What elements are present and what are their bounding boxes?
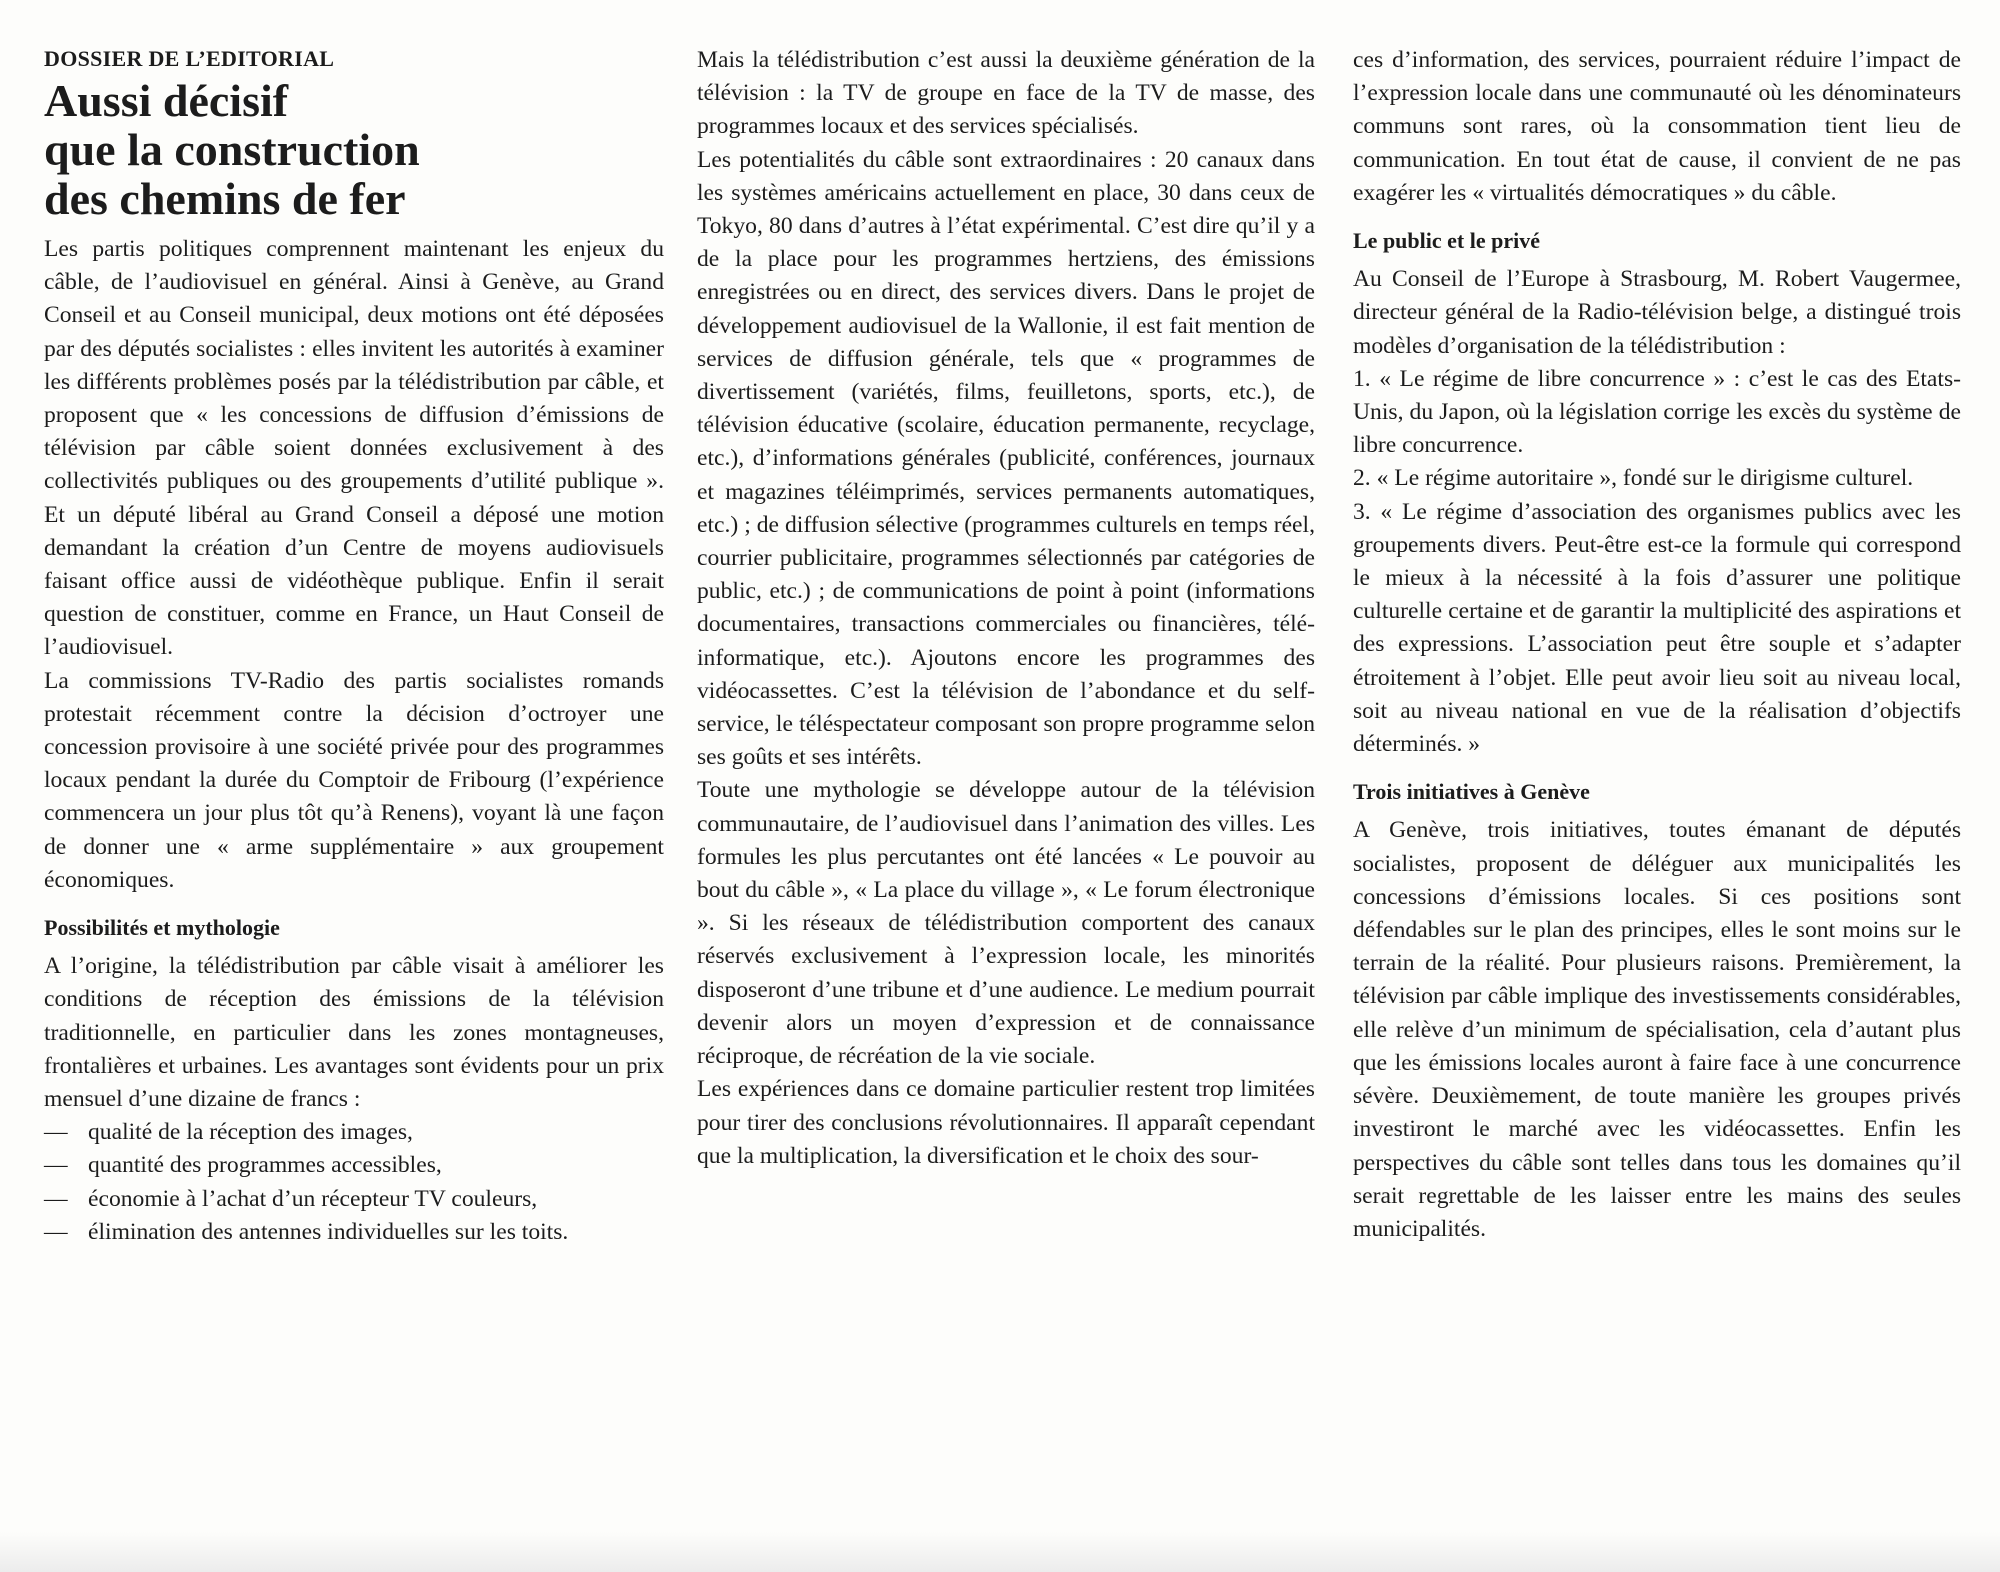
paragraph: 1. « Le régime de libre concurrence » : c’est le cas des Etats-Unis, du Japon, où la législation corrige les excès du système de libre concurrence.: [1353, 365, 1961, 459]
subheading: Le public et le privé: [1353, 228, 1540, 254]
paragraph: Les partis politiques comprennent maintenant les enjeux du câble, de l’audiovisuel en général. Ainsi à Genève, au Grand Conseil et au Conseil municipal, deux motions ont été déposées par des députés socialistes : elles invitent les autorités à examiner les différents problèmes posés par la télédistribution par câble, et proposent que « les concessions de diffusion d’émissions de télévision par câble soient données exclusivement à des collectivités publiques ou des groupements d’utilité publique ». Et un député libéral au Grand Conseil a déposé une motion demandant la création d’un Centre de moyens audiovisuels faisant office aussi de vidéothèque publique. Enfin il serait question de constituer, comme en France, un Haut Conseil de l’audiovisuel.: [44, 236, 664, 661]
subheading: Trois initiatives à Genève: [1353, 779, 1590, 805]
subheading: Possibilités et mythologie: [44, 915, 280, 941]
paragraph: Les potentialités du câble sont extraordinaires : 20 canaux dans les systèmes américains actuellement en place, 30 dans ceux de Tokyo, 80 dans d’autres à l’état expérimental. C’est dire qu’il y a de la place pour les programmes hertziens, des émissions enregistrées ou en direct, des services divers. Dans le projet de développement audiovisuel de la Wallonie, il est fait mention de services de diffusion générale, tels que « programmes de divertissement (variétés, films, feuilletons, sports, etc.), de télévision éducative (scolaire, éducation permanente, recyclage, etc.), d’informations générales (publicité, conférences, journaux et magazines téléimprimés, services permanents automatiques, etc.) ; de diffusion sélective (programmes culturels en temps réel, courrier publicitaire, programmes sélectionnés par catégories de public, etc.) ; de communications de point à point (informations documentaires, transactions commerciales ou financières, télé-informatique, etc.). Ajoutons encore les programmes des vidéocassettes. C’est la télévision de l’abondance et du self-service, le téléspectateur composant son propre programme selon ses goûts et ses intérêts.: [697, 146, 1315, 771]
list-item: — qualité de la réception des images,: [44, 1116, 664, 1149]
paragraph: A l’origine, la télédistribution par câble visait à améliorer les conditions de réception des émissions de la télévision traditionnelle, en particulier dans les zones montagneuses, frontalières et urbaines. Les avantages sont évidents pour un prix mensuel d’une dizaine de francs :: [44, 953, 664, 1113]
paragraph: Mais la télédistribution c’est aussi la deuxième génération de la télévision : la TV de groupe en face de la TV de masse, des programmes locaux et des services spécialisés.: [697, 47, 1315, 140]
headline-line-1: Aussi décisif: [44, 75, 289, 126]
paragraph: 3. « Le régime d’association des organismes publics avec les groupements divers. Peut-être est-ce la formule qui correspond le mieux à la nécessité à la fois d’assurer une politique culturelle certaine et de garantir la multiplicité des aspirations et des expressions. L’association peut être souple et s’adapter étroitement à l’objet. Elle peut avoir lieu soit au niveau local, soit au niveau national en vue de la réalisation d’objectifs déterminés. »: [1353, 498, 1961, 758]
list-item: — économie à l’achat d’un récepteur TV couleurs,: [44, 1183, 664, 1216]
column-3: [1353, 44, 1961, 1246]
headline-line-2: que la construction: [44, 124, 420, 175]
column-1: [44, 44, 664, 1249]
column-2: [697, 44, 1315, 1173]
paragraph: 2. « Le régime autoritaire », fondé sur le dirigisme culturel.: [1353, 465, 1914, 492]
paragraph: Les expériences dans ce domaine particulier restent trop limitées pour tirer des conclusions révolutionnaires. Il apparaît cependant que la multiplication, la diversification et le choix des sour-: [697, 1076, 1315, 1169]
section-kicker: DOSSIER DE L’EDITORIAL: [44, 46, 335, 71]
paragraph: A Genève, trois initiatives, toutes émanant de députés socialistes, proposent de déléguer aux municipalités les concessions d’émissions locales. Si ces positions sont défendables sur le plan des principes, elles le sont moins sur le terrain de la réalité. Pour plusieurs raisons. Premièrement, la télévision par câble implique des investissements considérables, elle relève d’un minimum de spécialisation, cela d’autant plus que les émissions locales auront à faire face à une concurrence sévère. Deuxièmement, de toute manière les groupes privés investiront le marché avec les vidéocassettes. Enfin les perspectives du câble sont telles dans tous les domaines qu’il serait regrettable de les laisser entre les mains des seules municipalités.: [1353, 817, 1961, 1242]
list-item: — quantité des programmes accessibles,: [44, 1149, 664, 1182]
list-item: — élimination des antennes individuelles sur les toits.: [44, 1216, 664, 1249]
paragraph: Toute une mythologie se développe autour de la télévision communautaire, de l’audiovisuel dans l’animation des villes. Les formules les plus percutantes ont été lancées « Le pouvoir au bout du câble », « La place du village », « Le forum électronique ». Si les réseaux de télédistribution comportent des canaux réservés exclusivement à l’expression locale, les minorités disposeront d’une tribune et d’une audience. Le medium pourrait devenir alors un moyen d’expression et de connaissance réciproque, de récréation de la vie sociale.: [697, 777, 1315, 1070]
paragraph: ces d’information, des services, pourraient réduire l’impact de l’expression locale dans une communauté où les dénominateurs communs sont rares, où la consommation tient lieu de communication. En tout état de cause, il convient de ne pas exagérer les « virtualités démocratiques » du câble.: [1353, 47, 1961, 206]
paragraph: Au Conseil de l’Europe à Strasbourg, M. Robert Vaugermee, directeur général de la Radio-télévision belge, a distingué trois modèles d’organisation de la télédistribution :: [1353, 266, 1961, 359]
headline-line-3: des chemins de fer: [44, 173, 406, 224]
page-bottom-shadow: [0, 1532, 2000, 1572]
advantages-list: [44, 1116, 664, 1249]
article-headline: [44, 76, 664, 223]
paragraph: La commissions TV-Radio des partis socialistes romands protestait récemment contre la décision d’octroyer une concession provisoire à une société privée pour des programmes locaux pendant la durée du Comptoir de Fribourg (l’expérience commencera un jour plus tôt qu’à Renens), voyant là une façon de donner une « arme supplémentaire » aux groupement économiques.: [44, 667, 664, 893]
